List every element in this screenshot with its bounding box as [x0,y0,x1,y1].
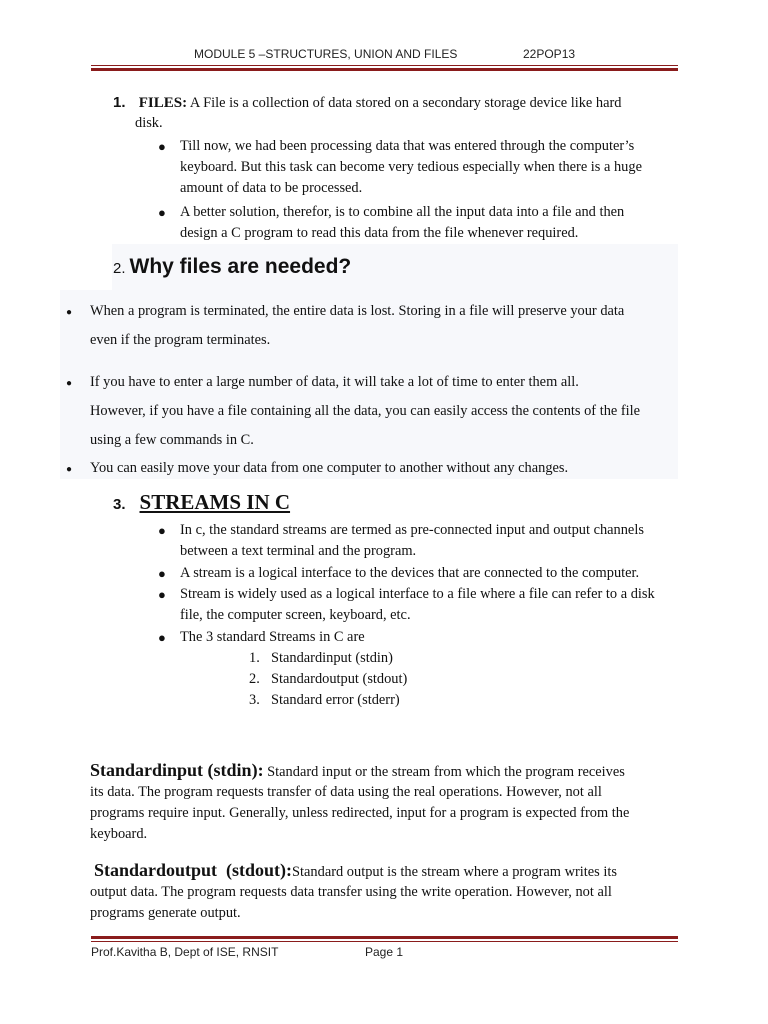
section1-number: 1. [113,94,126,111]
s2-b2-l3: using a few commands in C. [90,432,254,448]
s3-b3-l2: file, the computer screen, keyboard, etc. [180,607,411,623]
section3-number: 3. [113,496,126,513]
bullet-icon: ● [158,523,166,538]
s2-b1-l2: even if the program terminates. [90,332,271,348]
stdin-lead: Standardinput (stdin): [90,760,264,780]
header-rule-thick [91,68,678,71]
stdout-para-line1 [94,860,617,883]
s2-b2-l1: If you have to enter a large number of data, it will take a lot of time to enter them all. [90,374,579,390]
stream-item-stdout: Standardoutput (stdout) [271,671,408,687]
section2-heading: Why files are needed? [129,255,352,278]
bullet-icon: ● [158,566,166,581]
section1-intro: A File is a collection of data stored on a secondary storage device like hard [189,95,622,111]
s1-b1-l1: Till now, we had been processing data that was entered through the computer’s [180,138,635,154]
s1-b2-l2: design a C program to read this data from the file whenever required. [180,225,579,241]
section2-number: 2. [113,260,126,277]
bullet-icon: ● [158,587,166,602]
s3-b3-l1: Stream is widely used as a logical interface to a file where a file can refer to a disk [180,586,655,602]
stream-number: 2. [249,671,260,687]
s1-b1-l2: keyboard. But this task can become very tedious especially when there is a huge [180,159,642,175]
stream-number: 3. [249,692,260,708]
footer-rule-thick [91,936,678,939]
s3-b1-l1: In c, the standard streams are termed as pre-connected input and output channels [180,522,644,538]
s1-b2-l1: A better solution, therefor, is to combine all the input data into a file and then [180,204,625,220]
bullet-icon: ● [158,630,166,645]
header-code: 22POP13 [523,47,576,61]
s1-b1-l3: amount of data to be processed. [180,180,363,196]
section1-line1 [113,92,621,114]
section1-intro-cont: disk. [135,115,163,131]
footer-page-number: Page 1 [365,945,404,959]
s2-b1-l1: When a program is terminated, the entire data is lost. Storing in a file will preserve your data [90,303,625,319]
stream-number: 1. [249,650,260,666]
s3-b4-l1: The 3 standard Streams in C are [180,629,365,645]
stream-item-stdin: Standardinput (stdin) [271,650,393,666]
stdout-para-line3: programs generate output. [90,905,241,921]
stdin-para-line2: its data. The program requests transfer of data using the real operations. However, not all [90,784,602,800]
footer-author: Prof.Kavitha B, Dept of ISE, RNSIT [91,945,279,959]
stream-item-stderr: Standard error (stderr) [271,692,400,708]
bullet-icon: ● [66,378,73,389]
section2-title [113,255,351,279]
section3-heading: STREAMS IN C [139,490,291,514]
s2-b3-l1: You can easily move your data from one computer to another without any changes. [90,460,569,476]
stdin-para-line4: keyboard. [90,826,148,842]
stdout-text: Standard output is the stream where a program writes its [292,864,617,880]
stdout-lead: Standardoutput (stdout): [94,860,293,880]
stdin-para-line3: programs require input. Generally, unless redirected, input for a program is expected from the [90,805,630,821]
s2-b2-l2: However, if you have a file containing all the data, you can easily access the contents of the file [90,403,641,419]
section1-heading: FILES: [138,95,188,111]
bullet-icon: ● [66,464,73,475]
footer-rule-thin [91,941,678,942]
bullet-icon: ● [158,139,166,154]
s3-b1-l2: between a text terminal and the program. [180,543,417,559]
header-title: MODULE 5 –STRUCTURES, UNION AND FILES [194,47,458,61]
stdin-para-line1 [90,760,625,783]
stdout-para-line2: output data. The program requests data transfer using the write operation. However, not all [90,884,612,900]
s3-b2-l1: A stream is a logical interface to the devices that are connected to the computer. [180,565,640,581]
bullet-icon: ● [158,205,166,220]
stdin-text: Standard input or the stream from which the program receives [267,764,625,780]
bullet-icon: ● [66,307,73,318]
section3-title [113,490,290,515]
header-rule-thin [91,65,678,66]
